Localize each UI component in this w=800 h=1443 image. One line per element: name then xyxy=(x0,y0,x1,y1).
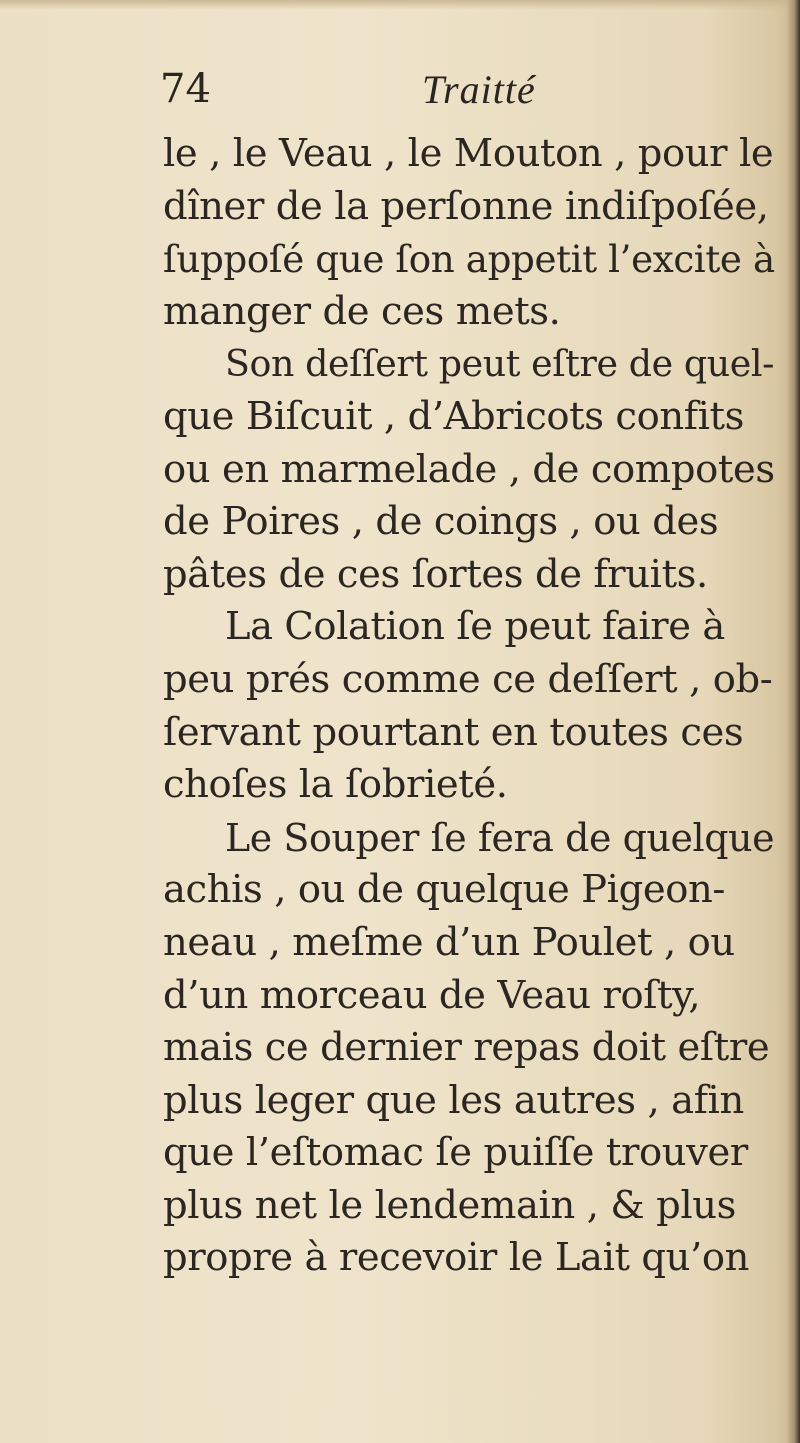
running-title: Traitté xyxy=(422,67,536,112)
book-spine-shadow xyxy=(786,0,800,1443)
text-line: choſes la ſobrieté. xyxy=(163,762,508,808)
text-line: neau , meſme d’un Poulet , ou xyxy=(163,919,735,965)
page-top-edge xyxy=(0,0,800,10)
text-line: dîner de la perſonne indiſpoſée, xyxy=(163,183,769,229)
text-line: ou en marmelade , de compotes xyxy=(163,446,775,492)
text-line: de Poires , de coings , ou des xyxy=(163,499,719,545)
text-line: achis , ou de quelque Pigeon- xyxy=(163,867,726,913)
paragraph-start-line: Le Souper ſe fera de quelque xyxy=(225,815,775,860)
text-line: que Biſcuit , d’Abricots confits xyxy=(163,393,744,439)
text-line: plus leger que les autres , afin xyxy=(163,1077,744,1123)
text-line: ſuppoſé que ſon appetit l’excite à xyxy=(163,237,775,282)
text-line: ſervant pourtant en toutes ces xyxy=(163,709,744,755)
paragraph-start-line: Son deſſert peut eſtre de quel- xyxy=(225,342,775,386)
page-number: 74 xyxy=(160,66,211,112)
text-line: manger de ces mets. xyxy=(163,288,561,334)
text-line: pâtes de ces ſortes de fruits. xyxy=(163,551,708,597)
paragraph-start-line: La Colation ſe peut faire à xyxy=(225,604,725,650)
text-line: plus net le lendemain , & plus xyxy=(163,1182,737,1228)
text-line: propre à recevoir le Lait qu’on xyxy=(163,1235,750,1281)
text-line: le , le Veau , le Mouton , pour le xyxy=(163,131,774,176)
body-text xyxy=(163,128,783,1285)
text-line: que l’eſtomac ſe puiſſe trouver xyxy=(163,1130,748,1176)
running-head xyxy=(160,66,780,126)
text-line: d’un morceau de Veau roſty, xyxy=(163,972,701,1018)
text-line: mais ce dernier repas doit eſtre xyxy=(163,1025,770,1071)
text-line: peu prés comme ce deſſert , ob- xyxy=(163,656,773,702)
